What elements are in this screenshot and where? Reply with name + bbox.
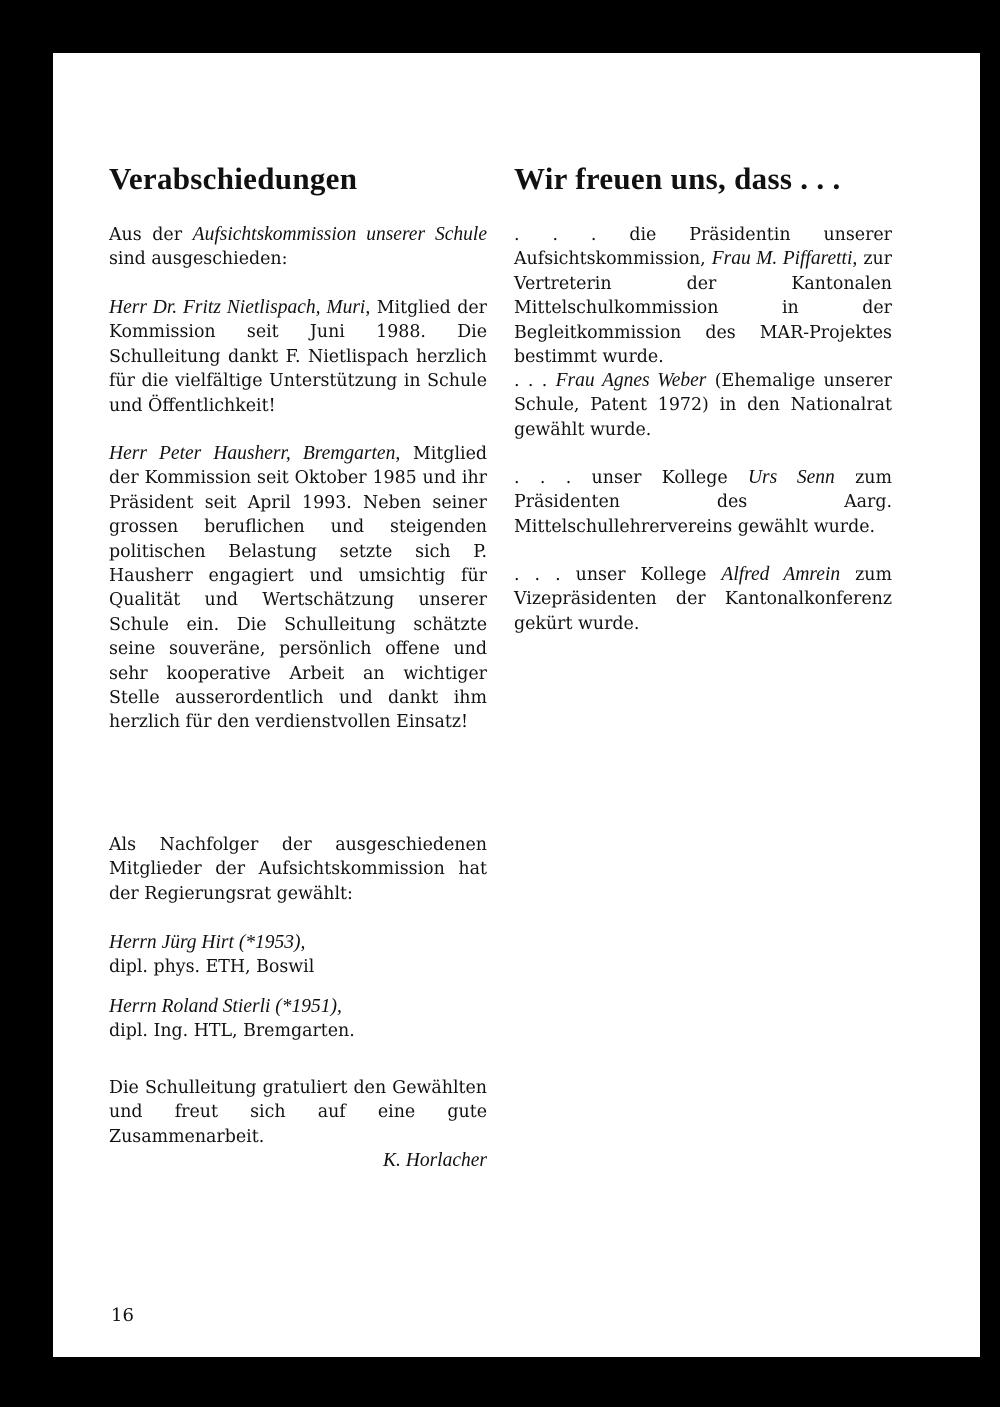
right-item-4: . . . unser Kollege Alfred Amrein zum Vizepräsidenten der Kantonalkonferenz gekürt wurde. <box>514 564 892 634</box>
name-piffaretti: Frau M. Piffaretti, <box>711 248 858 270</box>
successor1-title: dipl. phys. ETH, Boswil <box>109 957 315 978</box>
successor1-name: Herrn Jürg Hirt (*1953), <box>109 932 306 953</box>
name-agnes-weber: Frau Agnes Weber <box>555 370 707 391</box>
successor2 <box>109 995 487 1044</box>
document-page <box>53 53 980 1357</box>
successors-intro: Als Nachfolger der ausgeschiedenen Mitglieder der Aufsichtskommission hat der Regierungsrat gewählt: <box>109 835 487 904</box>
member1-name: Herr Dr. Fritz Nietlispach, Muri, <box>109 297 371 318</box>
page-number: 16 <box>111 1305 134 1326</box>
member2-paragraph <box>109 442 487 735</box>
right-item-3: . . . unser Kollege Urs Senn zum Präsidenten des Aarg. Mittelschullehrervereins gewählt wurde. <box>514 467 892 537</box>
successor2-name: Herrn Roland Stierli (*1951), <box>109 996 342 1017</box>
heading-wir-freuen-uns: Wir freuen uns, dass . . . <box>514 161 841 196</box>
intro-italic: Aufsichtskommission unserer Schule <box>192 224 487 245</box>
member1-paragraph <box>109 296 487 418</box>
successor2-title: dipl. Ing. HTL, Bremgarten. <box>109 1021 355 1042</box>
member2-name: Herr Peter Hausherr, Bremgarten, <box>109 443 401 464</box>
right-item-2: . . . Frau Agnes Weber (Ehemalige unserer Schule, Patent 1972) in den Nationalrat gewählt wurde. <box>514 370 892 440</box>
heading-verabschiedungen: Verabschiedungen <box>109 161 358 196</box>
member1-text: Mitglied der Kommission seit Juni 1988. Die Schulleitung dankt F. Nietlispach herzlich für die vielfältige Unterstützung in Schule und Öffentlichkeit! <box>109 298 487 416</box>
right-item-1: . . . die Präsidentin unserer Aufsichtskommission, Frau M. Piffaretti, zur Vertreterin der Kantonalen Mittelschulkommission in der Begleitkommission des MAR-Projektes bestimmt wurde. <box>514 225 892 368</box>
successor1 <box>109 931 487 980</box>
closing-paragraph: Die Schulleitung gratuliert den Gewählten und freut sich auf eine gute Zusammenarbeit. <box>109 1078 487 1147</box>
name-urs-senn: Urs Senn <box>747 467 835 488</box>
intro-paragraph: Aus der Aufsichtskommission unserer Schule sind ausgeschieden: <box>109 224 487 270</box>
signature: K. Horlacher <box>383 1150 487 1171</box>
name-alfred-amrein: Alfred Amrein <box>721 564 841 585</box>
member2-text: Mitglied der Kommission seit Oktober 1985 und ihr Präsident seit April 1993. Neben seiner grossen beruflichen und steigenden politischen Belastung setzte sich P. Hausherr engagiert und umsichtig für Qualität und Wertschätzung unserer Schule ein. Die Schulleitung schätzte seine souveräne, persönlich offene und sehr kooperative Arbeit an wichtiger Stelle ausserordentlich und dankt ihm herzlich für den verdienstvollen Einsatz! <box>109 444 487 733</box>
